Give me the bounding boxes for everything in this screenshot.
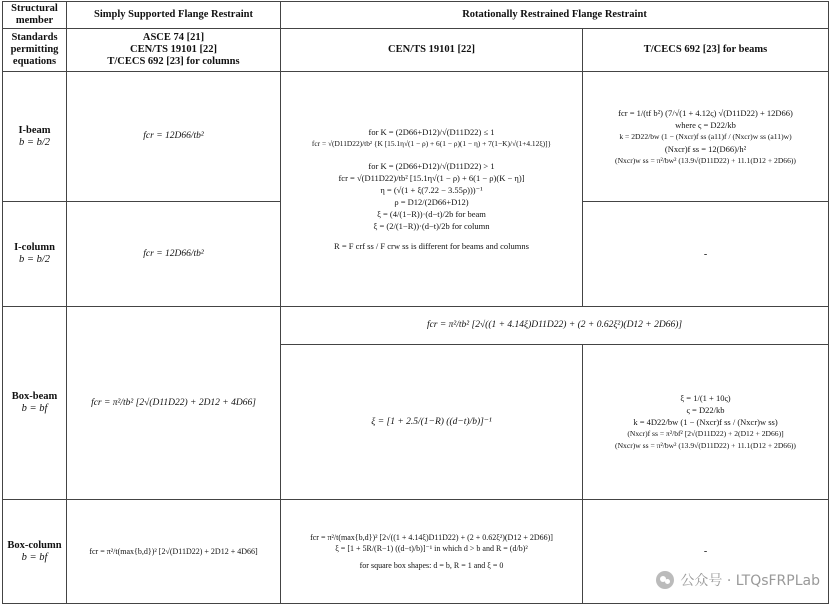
formula-line: η = (√(1 + ξ(7.22 − 3.55ρ)))⁻¹ [380, 185, 483, 195]
boxcolumn-simple-formula: fcr = π²/t(max{b,d})² [2√(D11D22) + 2D12 + 4D66] [67, 500, 281, 604]
tcecs-ibeam-formulas [583, 72, 829, 202]
watermark [656, 570, 820, 590]
boxbeam-simple-formula: fcr = π²/tb² [2√(D11D22) + 2D12 + 4D66] [67, 307, 281, 500]
boxbeam-cen-formula: ξ = [1 + 2.5/(1−R) ((d−t)/b)]⁻¹ [281, 345, 583, 500]
member-name: I-beam [18, 124, 51, 136]
formula-line: R = F crf ss / F crw ss is different for beams and columns [334, 241, 529, 251]
standard-tcecs-columns: T/CECS 692 [23] for columns [107, 56, 240, 67]
formula-line: k = 2D22/bw (1 − (Nxcr)f ss (a11)f / (Nxcr)w ss (a11)w) [619, 131, 792, 141]
header-simply-supported: Simply Supported Flange Restraint [67, 2, 281, 29]
ibeam-simple-formula: fcr = 12D66/tb² [67, 72, 281, 202]
formula-line: ξ = [1 + 5R/(R−1) ((d−t)/b)]⁻¹ in which d > b and R = (d/b)² [335, 544, 528, 553]
member-name: Box-column [7, 539, 62, 551]
formula-line: fcr = √(D11D22)/tb² {K [15.1η√(1 − ρ) + 6(1 − ρ)(1 − η) + 7(1−K)/√(1+4.12ξ)]} [311, 139, 552, 148]
member-icolumn [3, 202, 67, 307]
member-boxcolumn [3, 500, 67, 604]
box-shared-formula: fcr = π²/tb² [2√((1 + 4.14ξ)D11D22) + (2 + 0.62ξ²)(D12 + 2D66)] [281, 307, 829, 345]
formula-line: ξ = (4/(1−R))·(d−t)/2b for beam [377, 209, 486, 219]
formula-line: k = 4D22/bw (1 − (Nxcr)f ss / (Nxcr)w ss) [633, 417, 778, 427]
formula-line: fcr = 1/(tf b²) (7/√(1 + 4.12ς) √(D11D22) + 12D66) [618, 107, 793, 118]
standards-cen: CEN/TS 19101 [22] [281, 29, 583, 72]
formula-line: ξ = 1/(1 + 10ς) [680, 393, 731, 403]
member-boxbeam [3, 307, 67, 500]
header-rotationally-restrained: Rotationally Restrained Flange Restraint [281, 2, 829, 29]
member-name: Box-beam [11, 391, 58, 402]
formula-line: for K = (2D66+D12)/√(D11D22) ≤ 1 [368, 127, 495, 137]
formula-line: ρ = D12/(2D66+D12) [394, 197, 469, 207]
formula-line: (Nxcr)w ss = π²/bw² (13.9√(D11D22) + 11.1(D12 + 2D66)) [615, 441, 796, 450]
boxcolumn-cen-formulas [281, 500, 583, 604]
standard-asce: ASCE 74 [21] [142, 32, 205, 43]
member-b: b = bf [21, 403, 48, 414]
formula-line: for K = (2D66+D12)/√(D11D22) > 1 [368, 161, 495, 171]
standard-cen: CEN/TS 19101 [22] [130, 44, 217, 55]
standards-label: Standards permitting equations [3, 29, 67, 72]
formula-line: (Nxcr)f ss = 12(D66)/h² [664, 143, 747, 154]
member-b: b = b/2 [18, 254, 50, 265]
watermark-text: 公众号 · LTQsFRPLab [680, 573, 820, 589]
cen-i-section-formulas [281, 72, 583, 307]
icolumn-simple-formula: fcr = 12D66/tb² [67, 202, 281, 307]
wechat-logo-icon [656, 571, 674, 589]
boxcolumn-tcecs-empty: - [583, 500, 829, 604]
member-ibeam [3, 72, 67, 202]
formula-line: for square box shapes: d = b, R = 1 and ξ = 0 [359, 561, 504, 570]
header-structural-member: Structural member [3, 2, 67, 29]
standards-tcecs-beams: T/CECS 692 [23] for beams [583, 29, 829, 72]
formula-line: fcr = π²/t(max{b,d})² [2√((1 + 4.14ξ)D11D22) + (2 + 0.62ξ²)(D12 + 2D66)] [310, 533, 553, 542]
formula-line: ξ = (2/(1−R))·(d−t)/2b for column [373, 221, 490, 231]
member-b: b = bf [21, 551, 48, 563]
formula-line: (Nxcr)f ss = π²/bf² [2√(D11D22) + 2(D12 + 2D66)] [627, 429, 784, 438]
formula-line: where ς = D22/kb [675, 119, 736, 130]
icolumn-tcecs-empty: - [583, 202, 829, 307]
formula-line: (Nxcr)w ss = π²/bw² (13.9√(D11D22) + 11.1(D12 + 2D66)) [615, 155, 796, 165]
member-b: b = b/2 [18, 136, 50, 148]
standards-simply-supported [67, 29, 281, 72]
formula-table [2, 1, 829, 604]
formula-line: ς = D22/kb [686, 405, 725, 415]
member-name: I-column [14, 242, 55, 253]
formula-line: fcr = √(D11D22)/tb² [15.1η√(1 − ρ) + 6(1 − ρ)(K − η)] [338, 173, 525, 183]
boxbeam-tcecs-formulas [583, 345, 829, 500]
